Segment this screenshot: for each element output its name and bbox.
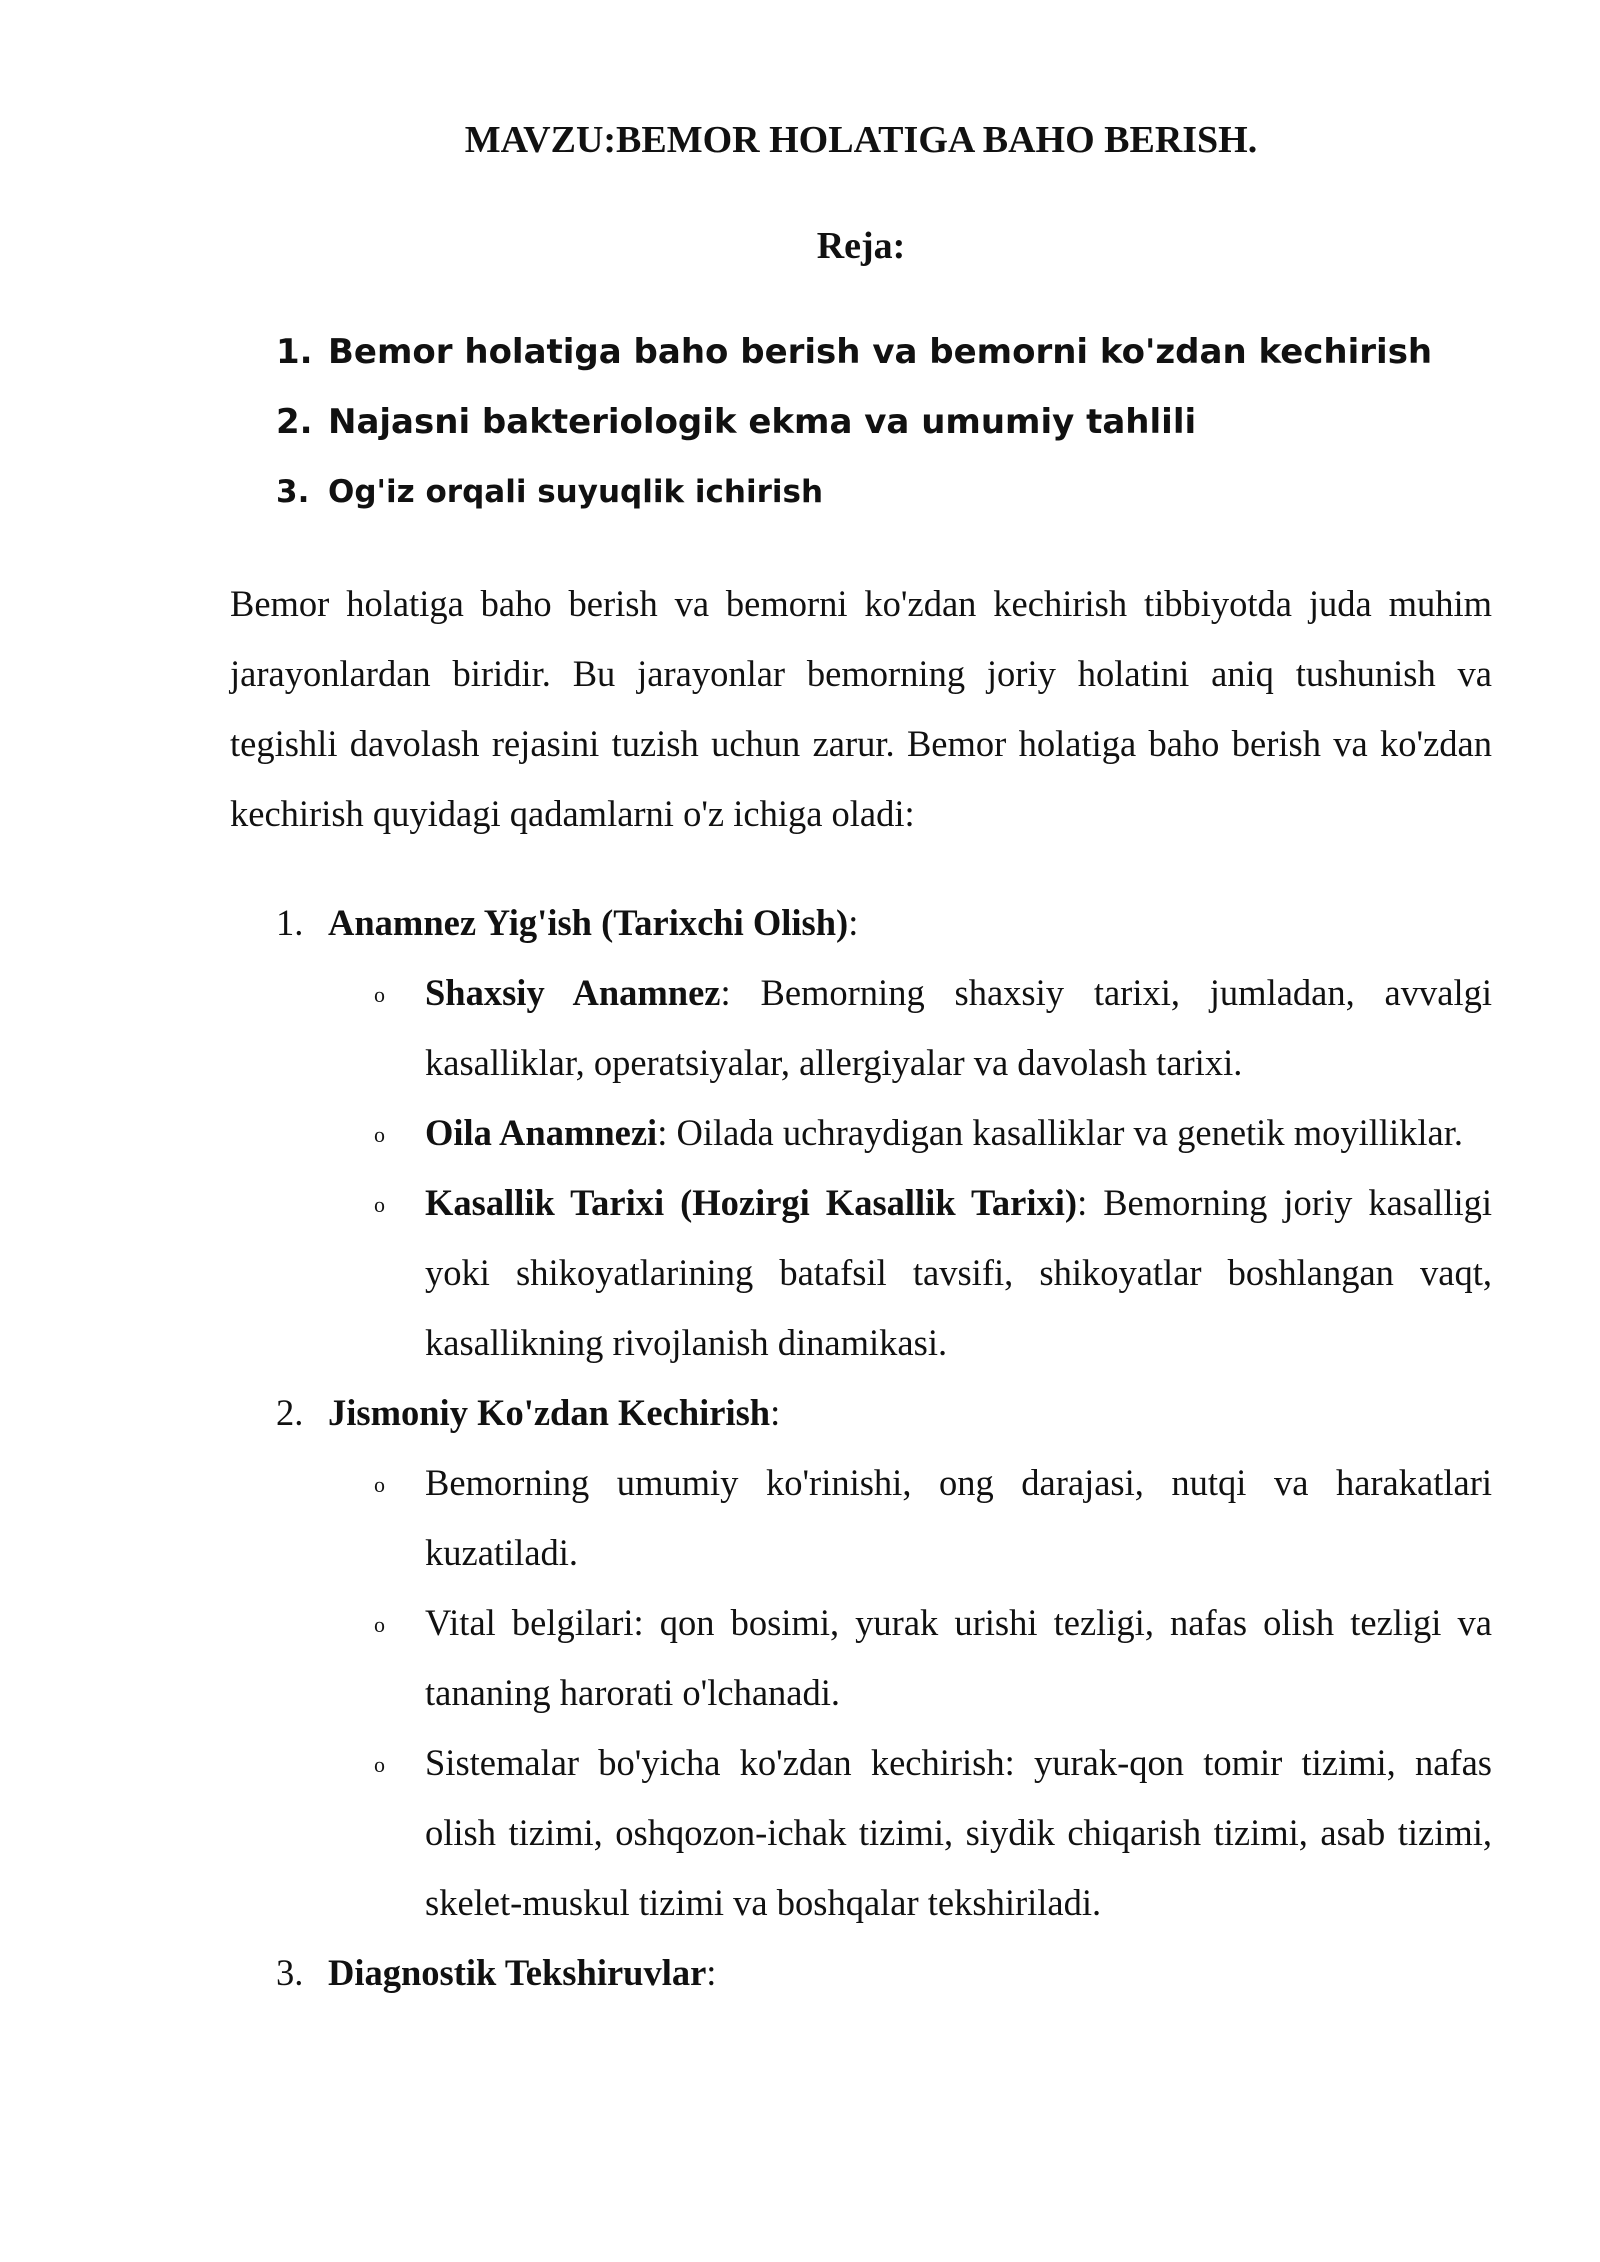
steps-list <box>230 888 1492 2008</box>
plan-item <box>230 462 1492 532</box>
circle-bullet-icon: o <box>374 1472 385 1497</box>
sub-item-text: Bemorning umumiy ko'rinishi, ong darajasi, nutqi va harakatlari kuzatiladi. <box>425 1462 1492 1573</box>
sub-item-term: Kasallik Tarixi (Hozirgi Kasallik Tarixi) <box>425 1182 1078 1223</box>
plan-item-text: Bemor holatiga baho berish va bemorni ko'zdan kechirish <box>328 332 1433 372</box>
sub-item-text: : Bemorning shaxsiy tarixi, jumladan, avvalgi kasalliklar, operatsiyalar, allergiyalar va davolash tarixi. <box>425 972 1492 1083</box>
plan-heading: Reja: <box>816 225 906 267</box>
step-item <box>230 888 1492 1378</box>
step-heading <box>328 1378 1492 1448</box>
sub-item-text: : Oilada uchraydigan kasalliklar va genetik moyilliklar. <box>657 1112 1464 1153</box>
circle-bullet-icon: o <box>374 1612 385 1637</box>
step-title: Diagnostik Tekshiruvlar <box>328 1952 707 1993</box>
plan-list <box>230 322 1492 532</box>
sub-item-text: : Bemorning joriy kasalligi yoki shikoyatlarining batafsil tavsifi, shikoyatlar boshlangan vaqt, kasallikning rivojlanish dinamikasi. <box>425 1182 1492 1363</box>
circle-bullet-icon: o <box>374 1122 385 1147</box>
circle-bullet-icon: o <box>374 1752 385 1777</box>
document-title-text: MAVZU:BEMOR HOLATIGA BAHO BERISH. <box>464 119 1258 161</box>
plan-item <box>230 392 1492 462</box>
circle-bullet-icon: o <box>374 1192 385 1217</box>
sub-item <box>328 1168 1492 1378</box>
document-title <box>230 112 1492 168</box>
sub-item <box>328 1098 1492 1168</box>
step-number: 1. <box>276 902 304 943</box>
sub-item <box>328 1728 1492 1938</box>
step-item <box>230 1938 1492 2008</box>
sub-item-text: Sistemalar bo'yicha ko'zdan kechirish: yurak-qon tomir tizimi, nafas olish tizimi, oshqozon-ichak tizimi, siydik chiqarish tizimi, asab tizimi, skelet-muskul tizimi va boshqalar tekshiriladi. <box>425 1742 1492 1923</box>
step-sub-list <box>328 1448 1492 1938</box>
step-heading <box>328 1938 1492 2008</box>
step-sub-list <box>328 958 1492 1378</box>
step-number: 2. <box>276 1392 304 1433</box>
intro-paragraph: Bemor holatiga baho berish va bemorni ko'zdan kechirish tibbiyotda juda muhim jarayonlardan biridir. Bu jarayonlar bemorning joriy holatini aniq tushunish va tegishli davolash rejasini tuzish uchun zarur. Bemor holatiga baho berish va ko'zdan kechirish quyidagi qadamlarni o'z ichiga oladi: <box>230 583 1492 834</box>
step-colon: : <box>706 1952 717 1993</box>
sub-item-term: Shaxsiy Anamnez <box>425 972 721 1013</box>
step-colon: : <box>770 1392 781 1433</box>
step-number: 3. <box>276 1952 304 1993</box>
plan-item-number: 1. <box>276 332 313 372</box>
step-title: Anamnez Yig'ish (Tarixchi Olish) <box>328 902 849 943</box>
sub-item <box>328 958 1492 1098</box>
sub-item <box>328 1448 1492 1588</box>
sub-item <box>328 1588 1492 1728</box>
plan-item-number: 2. <box>276 402 313 442</box>
step-colon: : <box>848 902 859 943</box>
plan-item-text: Og'iz orqali suyuqlik ichirish <box>328 474 824 510</box>
plan-item-number: 3. <box>276 474 310 510</box>
plan-item-text: Najasni bakteriologik ekma va umumiy tahlili <box>328 402 1197 442</box>
step-heading <box>328 888 1492 958</box>
plan-item <box>230 322 1492 392</box>
step-item <box>230 1378 1492 1938</box>
step-title: Jismoniy Ko'zdan Kechirish <box>328 1392 771 1433</box>
sub-item-term: Oila Anamnezi <box>425 1112 658 1153</box>
circle-bullet-icon: o <box>374 982 385 1007</box>
sub-item-text: Vital belgilari: qon bosimi, yurak urishi tezligi, nafas olish tezligi va tananing harorati o'lchanadi. <box>425 1602 1492 1713</box>
